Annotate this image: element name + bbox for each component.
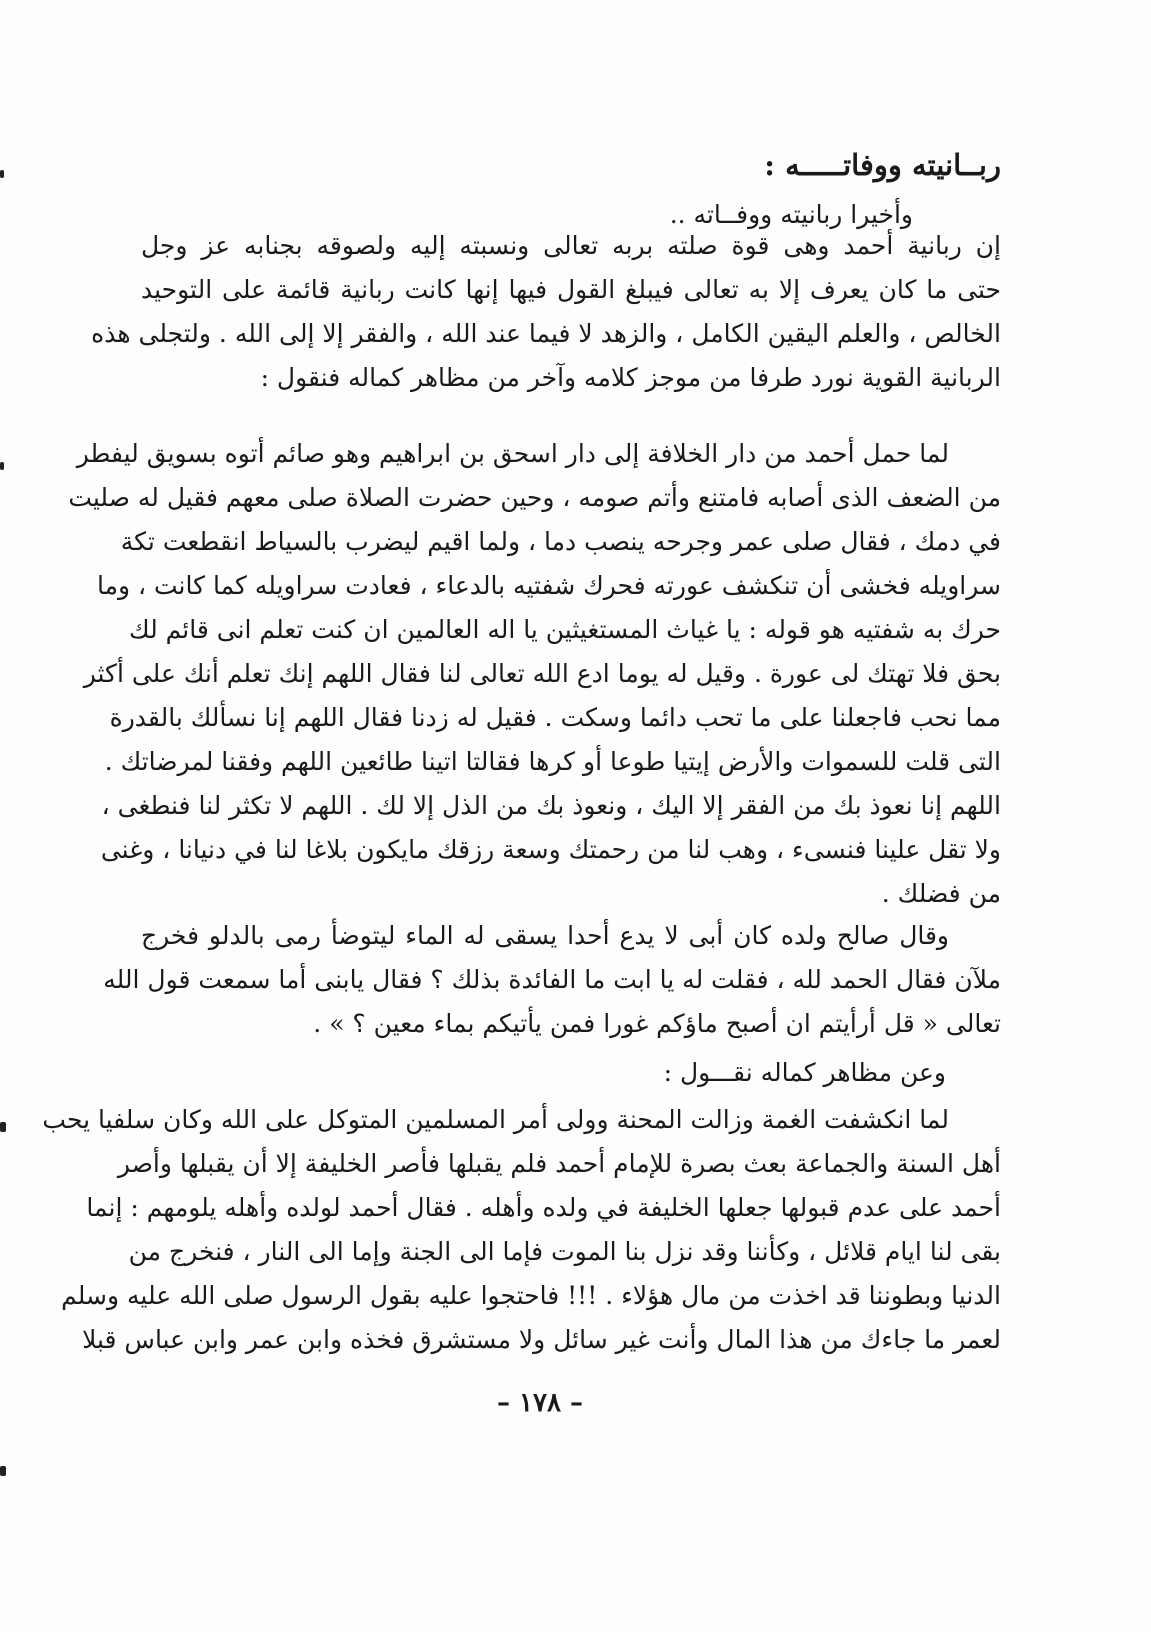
text-line: اللهم إنا نعوذ بك من الفقر إلا اليك ، ونعوذ بك من الذل إلا لك . اللهم لا تكثر لنا فنطغى ، — [101, 791, 1001, 820]
scan-margin-mark — [0, 1122, 6, 1132]
sub-heading: وعن مظاهر كماله نقـــول : — [663, 1058, 946, 1087]
scan-margin-mark — [0, 462, 4, 470]
text-line: لما انكشفت الغمة وزالت المحنة وولى أمر المسلمين المتوكل على الله وكان سلفيا يحب — [42, 1105, 949, 1134]
paragraph-1 — [91, 224, 1001, 400]
text-line: تعالى « قل أرأيتم ان أصبح ماؤكم غورا فمن يأتيكم بماء معين ؟ » . — [313, 1009, 1001, 1038]
scan-margin-mark — [0, 170, 4, 178]
paragraph-4 — [42, 1098, 1001, 1362]
scan-margin-mark — [0, 1466, 6, 1476]
text-line: من الضعف الذى أصابه فامتنع وأتم صومه ، وحين حضرت الصلاة صلى معهم فقيل له صليت — [68, 483, 1001, 512]
paragraph-2 — [68, 432, 1001, 916]
paragraph-3 — [103, 914, 1001, 1046]
text-line: إن ربانية أحمد وهى قوة صلته بربه تعالى ونسبته إليه ولصوقه بجنابه عز وجل — [141, 231, 1001, 260]
text-line: التى قلت للسموات والأرض إيتيا طوعا أو كرها فقالتا اتينا طائعين اللهم وفقنا لمرضاتك . — [104, 747, 1001, 776]
text-line: سراويله فخشى أن تنكشف عورته فحرك شفتيه بالدعاء ، فعادت سراويله كما كانت ، وما — [96, 571, 1001, 600]
text-line: وقال صالح ولده كان أبى لا يدع أحدا يسقى له الماء ليتوضأ رمى بالدلو فخرج — [141, 921, 949, 950]
text-line: الخالص ، والعلم اليقين الكامل ، والزهد لا فيما عند الله ، والفقر إلا إلى الله . ولتجلى هذه — [91, 319, 1001, 348]
text-line: حتى ما كان يعرف إلا به تعالى فيبلغ القول فيها إنها كانت ربانية قائمة على التوحيد — [141, 275, 1001, 304]
text-line: مما نحب فاجعلنا على ما تحب دائما وسكت . فقيل له زدنا فقال اللهم إنا نسألك بالقدرة — [109, 703, 1001, 732]
text-line: لعمر ما جاءك من هذا المال وأنت غير سائل ولا مستشرق فخذه وابن عمر وابن عباس قبلا — [82, 1325, 1001, 1354]
text-line: لما حمل أحمد من دار الخلافة إلى دار اسحق بن ابراهيم وهو صائم أتوه بسويق ليفطر — [76, 439, 949, 468]
intro-line: وأخيرا ربانيته ووفــاته .. — [669, 200, 913, 229]
text-line: من فضلك . — [881, 879, 1001, 908]
text-line: الدنيا وبطوننا قد اخذت من مال هؤلاء . !!! فاحتجوا عليه بقول الرسول صلى الله عليه وسلم — [61, 1281, 1001, 1310]
text-line: في دمك ، فقال صلى عمر وجرحه ينصب دما ، ولما اقيم ليضرب بالسياط انقطعت تكة — [120, 527, 1001, 556]
page-number: – ١٧٨ – — [496, 1388, 584, 1418]
text-line: بحق فلا تهتك لى عورة . وقيل له يوما ادع الله تعالى لنا فقال اللهم إنك تعلم أنك على أكثر — [83, 659, 1001, 688]
text-line: الربانية القوية نورد طرفا من موجز كلامه وآخر من مظاهر كماله فنقول : — [260, 363, 1001, 392]
section-heading: ربــانيته ووفاتـــــه : — [764, 148, 1001, 182]
text-line: ولا تقل علينا فنسىء ، وهب لنا من رحمتك وسعة رزقك مايكون بلاغا لنا في دنيانا ، وغنى — [100, 835, 1001, 864]
text-line: أحمد على عدم قبولها جعلها الخليفة في ولده وأهله . فقال أحمد لولده وأهله يلومهم : إنما — [86, 1193, 1001, 1222]
text-line: بقى لنا ايام قلائل ، وكأننا وقد نزل بنا الموت فإما الى الجنة وإما الى النار ، فنخرج من — [128, 1237, 1001, 1266]
text-line: ملآن فقال الحمد لله ، فقلت له يا ابت ما الفائدة بذلك ؟ فقال يابنى أما سمعت قول الله — [103, 965, 1001, 994]
text-line: أهل السنة والجماعة بعث بصرة للإمام أحمد فلم يقبلها فأصر الخليفة إلا أن يقبلها وأصر — [117, 1149, 1001, 1178]
text-line: حرك به شفتيه هو قوله : يا غياث المستغيثين يا اله العالمين ان كنت تعلم انى قائم لك — [129, 615, 1001, 644]
